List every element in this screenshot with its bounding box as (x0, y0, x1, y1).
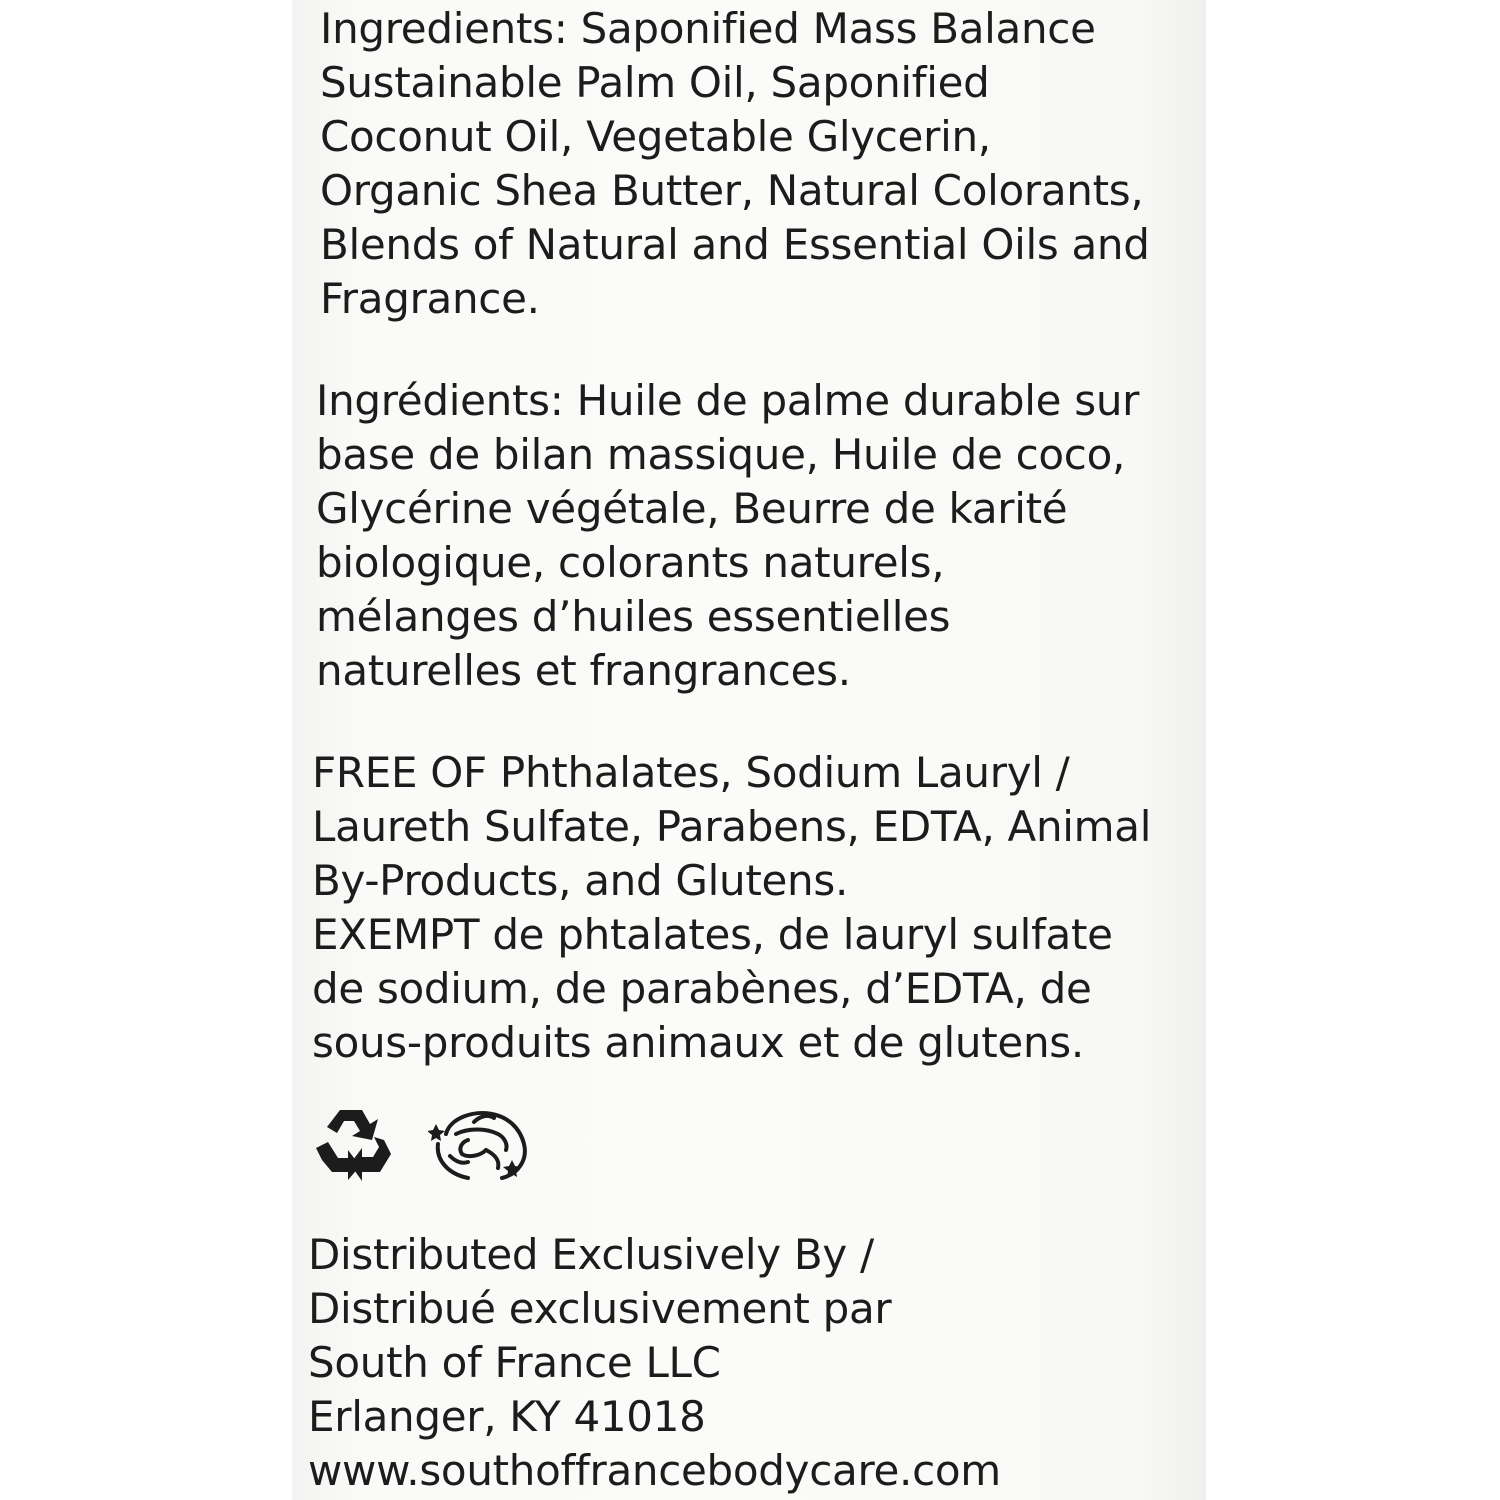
english-ingredients-line: Coconut Oil, Vegetable Glycerin, (320, 112, 991, 161)
english-ingredients (320, 2, 1150, 326)
distributor-line: Distribué exclusivement par (308, 1284, 892, 1333)
recycle-icon (310, 1104, 394, 1184)
french-ingredients-line: mélanges d’huiles essentielles (316, 592, 951, 641)
french-ingredients-line: Ingrédients: Huile de palme durable sur (316, 376, 1140, 425)
english-ingredients-line: Ingredients: Saponified Mass Balance (320, 4, 1096, 53)
french-ingredients-line: naturelles et frangrances. (316, 646, 851, 695)
english-ingredients-line: Sustainable Palm Oil, Saponified (320, 58, 990, 107)
french-ingredients-line: base de bilan massique, Huile de coco, (316, 430, 1126, 479)
free-of-statement (312, 746, 1151, 1070)
distributor-address: Erlanger, KY 41018 (308, 1392, 706, 1441)
distributor-info (308, 1228, 1001, 1498)
free-of-line: EXEMPT de phtalates, de lauryl sulfate (312, 910, 1113, 959)
free-of-line: Laureth Sulfate, Parabens, EDTA, Animal (312, 802, 1152, 851)
free-of-line: FREE OF Phthalates, Sodium Lauryl / (312, 748, 1070, 797)
free-of-line: By-Products, and Glutens. (312, 856, 848, 905)
french-ingredients-line: biologique, colorants naturels, (316, 538, 945, 587)
english-ingredients-line: Fragrance. (320, 274, 540, 323)
certification-symbols (310, 1104, 550, 1194)
leaping-bunny-icon (428, 1104, 536, 1182)
distributor-website: www.southoffrancebodycare.com (308, 1446, 1001, 1495)
distributor-line: Distributed Exclusively By / (308, 1230, 874, 1279)
french-ingredients (316, 374, 1139, 698)
distributor-company: South of France LLC (308, 1338, 721, 1387)
free-of-line: sous-produits animaux et de glutens. (312, 1018, 1084, 1067)
english-ingredients-line: Blends of Natural and Essential Oils and (320, 220, 1150, 269)
free-of-line: de sodium, de parabènes, d’EDTA, de (312, 964, 1092, 1013)
french-ingredients-line: Glycérine végétale, Beurre de karité (316, 484, 1068, 533)
english-ingredients-line: Organic Shea Butter, Natural Colorants, (320, 166, 1144, 215)
